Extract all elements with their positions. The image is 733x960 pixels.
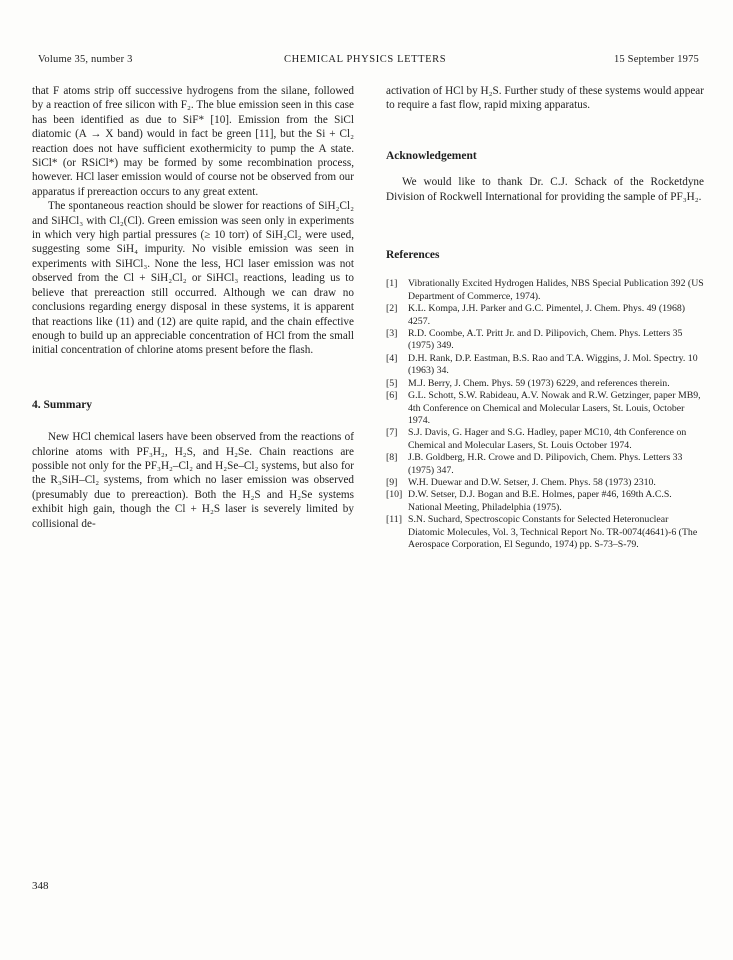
reference-item — [386, 278, 704, 303]
reference-item — [386, 353, 704, 378]
volume-label: Volume 35, number 3 — [38, 54, 133, 65]
reference-number: [8] — [386, 452, 398, 464]
body-paragraph: that F atoms strip off successive hydrogens from the silane, followed by a reaction of free silicon with F₂. The blue emission seen in this case has been identified as due to SiF* [10]. Emission from the SiCl diatomic (A → X band) would in fact be green [11], but the Si + Cl₂ reaction does not have sufficient exothermicity to pump the A state. SiCl* (or RSiCl*) may be formed by some recombination process, however. HCl laser emission would of course not be observed from our apparatus if prereaction occurs to any great extent. — [32, 85, 354, 198]
reference-list — [386, 278, 704, 551]
reference-text: R.D. Coombe, A.T. Pritt Jr. and D. Pilipovich, Chem. Phys. Letters 35 (1975) 349. — [408, 328, 683, 352]
right-column — [386, 84, 704, 551]
reference-number: [7] — [386, 427, 398, 439]
summary-paragraph: New HCl chemical lasers have been observed from the reactions of chlorine atoms with PF₃H₂, H₂S, and H₂Se. Chain reactions are possible not only for the PF₃H₂–Cl₂ and H₂Se–Cl₂ systems, but also for the R₃SiH–Cl₂ systems, from which no laser emission was observed (presumably due to prereaction). Both the H₂S and H₂Se systems exhibit high gain, though the Cl + H₂S laser is severely limited by collisional de- — [32, 431, 354, 530]
reference-text: W.H. Duewar and D.W. Setser, J. Chem. Phys. 58 (1973) 2310. — [408, 476, 656, 488]
reference-item — [386, 303, 704, 328]
body-paragraph: The spontaneous reaction should be slower for reactions of SiH₂Cl₂ and SiHCl₃ with Cl₂(Cl). Green emission was seen only in experiments in which very high partial pressures (≥ 10 torr) of SiH₂Cl₂ were used, suggesting some SiH₄ impurity. No visible emission was seen in experiments with SiHCl₃. None the less, HCl laser emission was not observed from the Cl + SiH₂Cl₂ or SiHCl₃ reactions, leading us to believe that prereaction still occurred. Although we can draw no conclusions regarding energy disposal in these systems, it is apparent that reactions like (11) and (12) are quite rapid, and the chain effective enough to build up an appreciable concentration of HCl from the small initial concentration of chlorine atoms present before the flash. — [32, 200, 354, 357]
reference-number: [9] — [386, 476, 398, 488]
reference-number: [1] — [386, 278, 398, 290]
reference-item — [386, 390, 704, 427]
section-heading-summary: 4. Summary — [32, 398, 93, 411]
reference-number: [6] — [386, 390, 398, 402]
reference-item — [386, 477, 704, 489]
reference-text: K.L. Kompa, J.H. Parker and G.C. Pimentel, J. Chem. Phys. 49 (1968) 4257. — [408, 303, 686, 327]
reference-number: [4] — [386, 352, 398, 364]
reference-number: [10] — [386, 489, 403, 501]
reference-item — [386, 489, 704, 514]
reference-item — [386, 427, 704, 452]
running-header — [38, 54, 699, 70]
reference-text: M.J. Berry, J. Chem. Phys. 59 (1973) 6229, and references therein. — [408, 377, 670, 389]
issue-date: 15 September 1975 — [613, 54, 699, 65]
reference-item — [386, 514, 704, 551]
reference-number: [3] — [386, 328, 398, 340]
left-column — [32, 84, 354, 531]
reference-text: S.J. Davis, G. Hager and S.G. Hadley, paper MC10, 4th Conference on Chemical and Molecular Lasers, St. Louis October 1974. — [408, 427, 687, 451]
reference-text: S.N. Suchard, Spectroscopic Constants for Selected Heteronuclear Diatomic Molecules, Vol. 3, Technical Report No. TR-0074(4641)-6 (The Aerospace Corporation, El Segundo, 1974) pp. S-73–S-79. — [408, 514, 698, 550]
body-paragraph: activation of HCl by H₂S. Further study of these systems would appear to require a fast flow, rapid mixing apparatus. — [386, 85, 704, 112]
section-heading-references: References — [386, 249, 440, 262]
reference-text: D.W. Setser, D.J. Bogan and B.E. Holmes, paper #46, 169th A.C.S. National Meeting, Philadelphia (1975). — [408, 489, 672, 513]
reference-item — [386, 328, 704, 353]
acknowledgement-paragraph: We would like to thank Dr. C.J. Schack of the Rocketdyne Division of Rockwell International for providing the sample of PF₃H₂. — [386, 176, 704, 203]
reference-number: [11] — [386, 514, 402, 526]
reference-item — [386, 378, 704, 390]
reference-text: G.L. Schott, S.W. Rabideau, A.V. Nowak and R.W. Getzinger, paper MB9, 4th Conference on Chemical and Molecular Lasers, St. Louis, October 1974. — [408, 390, 701, 426]
journal-title: CHEMICAL PHYSICS LETTERS — [284, 54, 447, 65]
page-number: 348 — [32, 880, 49, 892]
reference-item — [386, 452, 704, 477]
reference-text: Vibrationally Excited Hydrogen Halides, NBS Special Publication 392 (US Department of Commerce, 1974). — [408, 278, 704, 302]
reference-number: [2] — [386, 303, 398, 315]
reference-text: J.B. Goldberg, H.R. Crowe and D. Pilipovich, Chem. Phys. Letters 33 (1975) 347. — [408, 452, 683, 476]
reference-number: [5] — [386, 377, 398, 389]
section-heading-acknowledgement: Acknowledgement — [386, 149, 477, 162]
reference-text: D.H. Rank, D.P. Eastman, B.S. Rao and T.A. Wiggins, J. Mol. Spectry. 10 (1963) 34. — [408, 352, 698, 377]
